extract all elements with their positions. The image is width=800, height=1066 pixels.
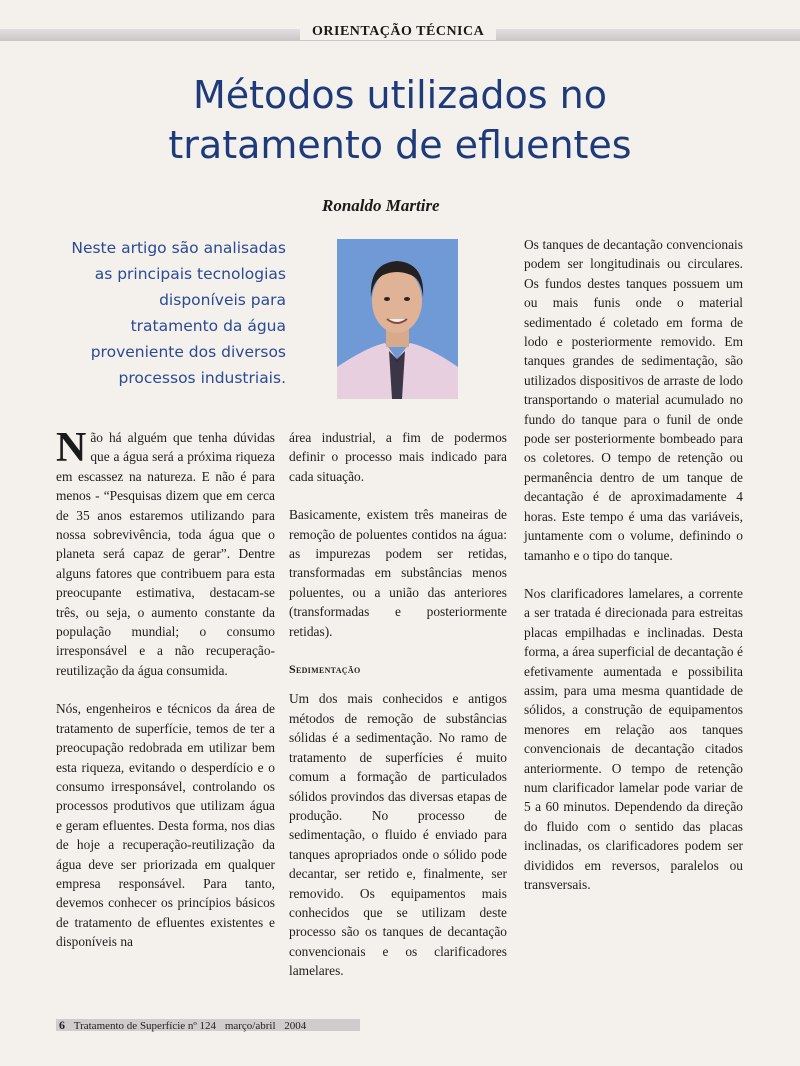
- magazine-name: Tratamento de Superfície nº 124: [73, 1020, 217, 1032]
- page-number: 6: [59, 1018, 65, 1032]
- article-title: [0, 70, 800, 170]
- section-label: ORIENTAÇÃO TÉCNICA: [300, 24, 496, 40]
- drop-cap: N: [56, 425, 87, 471]
- column-1: [56, 425, 275, 971]
- issue-months: março/abril: [224, 1020, 276, 1032]
- author-photo: [337, 239, 458, 399]
- paragraph: Nós, engenheiros e técnicos da área de tratamento de superfície, temos de ter a preocupação redobrada em utilizar bem esta riqueza, evitando o desperdício e o consumo irresponsável, controlando os processos produtivos que utilizam água e geram efluentes. Desta forma, nos dias de hoje a recuperação-reutilização da água deve ser priorizada em qualquer empresa responsável. Para tanto, devemos conhecer os princípios básicos de tratamento de efluentes existentes e disponíveis na: [56, 701, 275, 950]
- author-portrait-image: [337, 239, 458, 399]
- lead-line: disponíveis para: [159, 291, 286, 309]
- subheading: Sedimentação: [289, 662, 361, 677]
- lead-text: [50, 235, 286, 391]
- paragraph: [56, 425, 275, 680]
- column-2: [289, 428, 507, 1000]
- column-3: [524, 235, 743, 913]
- lead-line: proveniente dos diversos: [90, 343, 286, 361]
- paragraph: Os tanques de decantação convencionais podem ser longitudinais ou circulares. Os fundos destes tanques possuem um ou mais funis onde o material sedimentado é coletado em forma de lodo e posteriormente removido. Em tanques grandes de sedimentação, são utilizados dispositivos de arraste de lodo transportando o material acumulado no fundo do tanque para o funil de onde pode ser posteriormente bombeado para os coletores. O tempo de retenção ou permanência dentro de um tanque de decantação é de aproximadamente 4 horas. Este tempo é uma das variáveis, juntamente com o volume, definindo o tamanho e o tipo do tanque.: [524, 237, 743, 563]
- lead-line: tratamento da água: [130, 317, 286, 335]
- lead-line: as principais tecnologias: [94, 265, 286, 283]
- title-line: Métodos utilizados no: [192, 73, 608, 117]
- paragraph: área industrial, a fim de podermos definir o processo mais indicado para cada situação.: [289, 430, 507, 484]
- paragraph-text: ão há alguém que tenha dúvidas que a água será a próxima riqueza em escassez na natureza. E não é para menos - “Pesquisas dizem que em cerca de 35 anos estaremos utilizando para nossa sobrevivência, toda água que o planeta será capaz de gerar”. Dentre alguns fatores que contribuem para esta preocupante estimativa, destacam-se três, ou seja, o aumento constante da população mundial; o consumo irresponsável e a não recuperação-reutilização da água consumida.: [56, 430, 275, 678]
- lead-line: processos industriais.: [118, 369, 286, 387]
- paragraph: Basicamente, existem três maneiras de remoção de poluentes contidos na água: as impurezas podem ser retidas, transformadas em substâncias menos poluentes, ou a união das anteriores (transformadas e posteriormente retidas).: [289, 507, 507, 639]
- title-line: tratamento de efluentes: [168, 123, 632, 167]
- page-footer: [56, 1019, 309, 1032]
- author-name: Ronaldo Martire: [322, 196, 440, 215]
- paragraph: Nos clarificadores lamelares, a corrente a ser tratada é direcionada para estreitas placas empilhadas e inclinadas. Desta forma, a área superficial de decantação é efetivamente aumentada e possibilita assim, para uma mesma quantidade de sólidos, a construção de equipamentos menores em relação aos tanques convencionais de decantação citados anteriormente. O tempo de retenção num clarificador lamelar pode variar de 5 a 60 minutos. Dependendo da direção do fluido com o sentido das placas inclinadas, os clarificadores podem ser divididos em reversos, paralelos ou transversais.: [524, 585, 743, 892]
- issue-year: 2004: [284, 1020, 307, 1032]
- lead-line: Neste artigo são analisadas: [71, 239, 286, 257]
- paragraph: Um dos mais conhecidos e antigos métodos de remoção de substâncias sólidas é a sedimentação. No ramo de tratamento de superfícies é muito comum a formação de particulados sólidos provindos das diversas etapas de produção. No processo de sedimentação, o fluido é enviado para tanques apropriados onde o sólido pode decantar, ser retido e, finalmente, ser removido. Os equipamentos mais conhecidos que se utilizam deste processo são os tanques de decantação convencionais e os clarificadores lamelares.: [289, 691, 507, 979]
